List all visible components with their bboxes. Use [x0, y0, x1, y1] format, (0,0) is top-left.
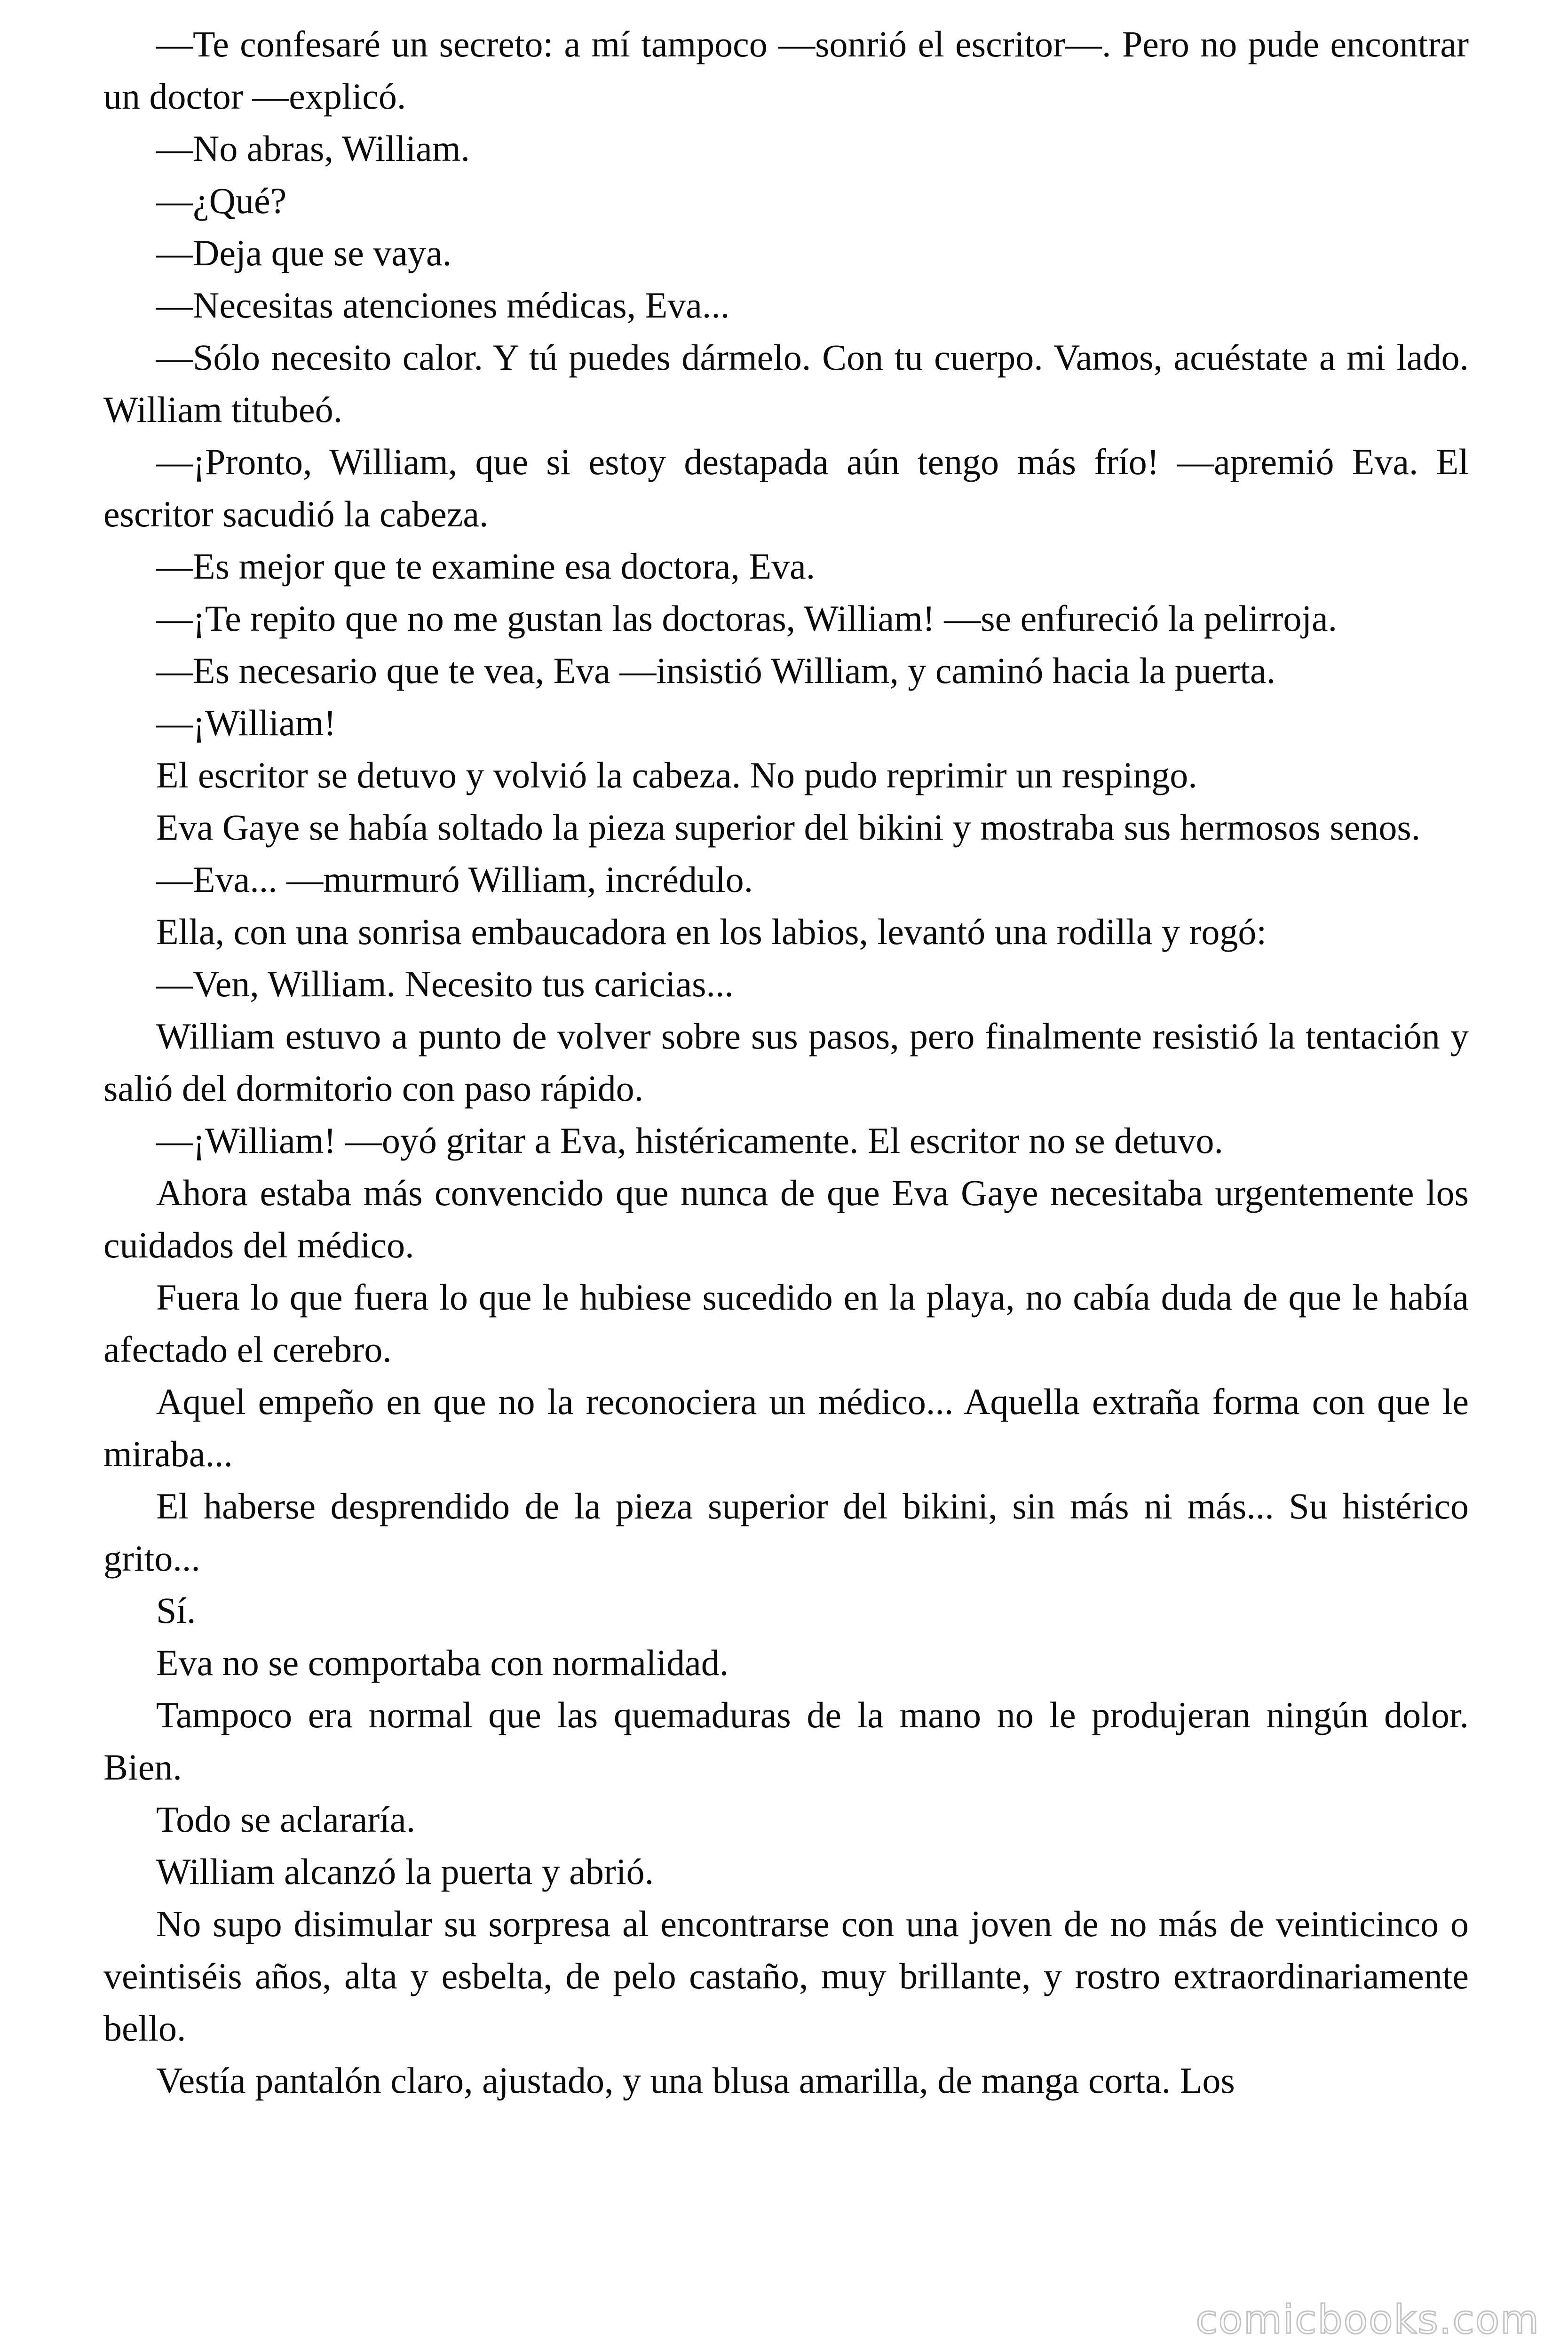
paragraph: —Eva... —murmuró William, incrédulo. — [156, 859, 753, 900]
paragraph: Fuera lo que fuera lo que le hubiese sucedido en la playa, no cabía duda de que le había afectado el cerebro. — [103, 1277, 1469, 1370]
paragraph: Ella, con una sonrisa embaucadora en los labios, levantó una rodilla y rogó: — [156, 911, 1267, 952]
paragraph: Tampoco era normal que las quemaduras de la mano no le produjeran ningún dolor. Bien. — [103, 1694, 1469, 1788]
paragraph: —¿Qué? — [156, 180, 287, 221]
paragraph: William estuvo a punto de volver sobre sus pasos, pero finalmente resistió la tentación y salió del dormitorio con paso rápido. — [103, 1016, 1469, 1109]
page-body — [103, 18, 1469, 2332]
paragraph: —Es mejor que te examine esa doctora, Eva. — [156, 546, 816, 587]
site-watermark: comicbooks.com — [1196, 2296, 1540, 2343]
paragraph: —¡William! —oyó gritar a Eva, histéricamente. El escritor no se detuvo. — [156, 1120, 1223, 1161]
paragraph: Ahora estaba más convencido que nunca de que Eva Gaye necesitaba urgentemente los cuidados del médico. — [103, 1172, 1469, 1265]
paragraph: No supo disimular su sorpresa al encontrarse con una joven de no más de veinticinco o veintiséis años, alta y esbelta, de pelo castaño, muy brillante, y rostro extraordinariamente bello. — [103, 1903, 1469, 2049]
paragraph: —Te confesaré un secreto: a mí tampoco —sonrió el escritor—. Pero no pude encontrar un doctor —explicó. — [103, 24, 1469, 117]
paragraph: Sí. — [156, 1590, 196, 1631]
paragraph: El escritor se detuvo y volvió la cabeza. No pudo reprimir un respingo. — [156, 755, 1197, 795]
paragraph: —Es necesario que te vea, Eva —insistió William, y caminó hacia la puerta. — [156, 650, 1276, 691]
paragraph: Eva no se comportaba con normalidad. — [156, 1642, 729, 1683]
paragraph: Todo se aclararía. — [156, 1799, 416, 1840]
paragraph: Eva Gaye se había soltado la pieza superior del bikini y mostraba sus hermosos senos. — [156, 807, 1421, 848]
paragraph: Vestía pantalón claro, ajustado, y una blusa amarilla, de manga corta. Los — [156, 2060, 1235, 2101]
paragraph: Aquel empeño en que no la reconociera un médico... Aquella extraña forma con que le miraba... — [103, 1381, 1469, 1474]
paragraph: —No abras, William. — [156, 128, 470, 169]
paragraph: —¡Pronto, William, que si estoy destapada aún tengo más frío! —apremió Eva. El escritor sacudió la cabeza. — [103, 441, 1469, 534]
paragraph: —¡Te repito que no me gustan las doctoras, William! —se enfureció la pelirroja. — [156, 598, 1338, 639]
paragraph: —Ven, William. Necesito tus caricias... — [156, 963, 734, 1004]
paragraph: —¡William! — [156, 702, 336, 743]
paragraph: —Sólo necesito calor. Y tú puedes dármelo. Con tu cuerpo. Vamos, acuéstate a mi lado. William titubeó. — [103, 337, 1469, 430]
paragraph: William alcanzó la puerta y abrió. — [156, 1851, 654, 1892]
paragraph: —Deja que se vaya. — [156, 232, 452, 273]
paragraph: El haberse desprendido de la pieza superior del bikini, sin más ni más... Su histérico grito... — [103, 1486, 1469, 1579]
paragraph: —Necesitas atenciones médicas, Eva... — [156, 285, 730, 326]
